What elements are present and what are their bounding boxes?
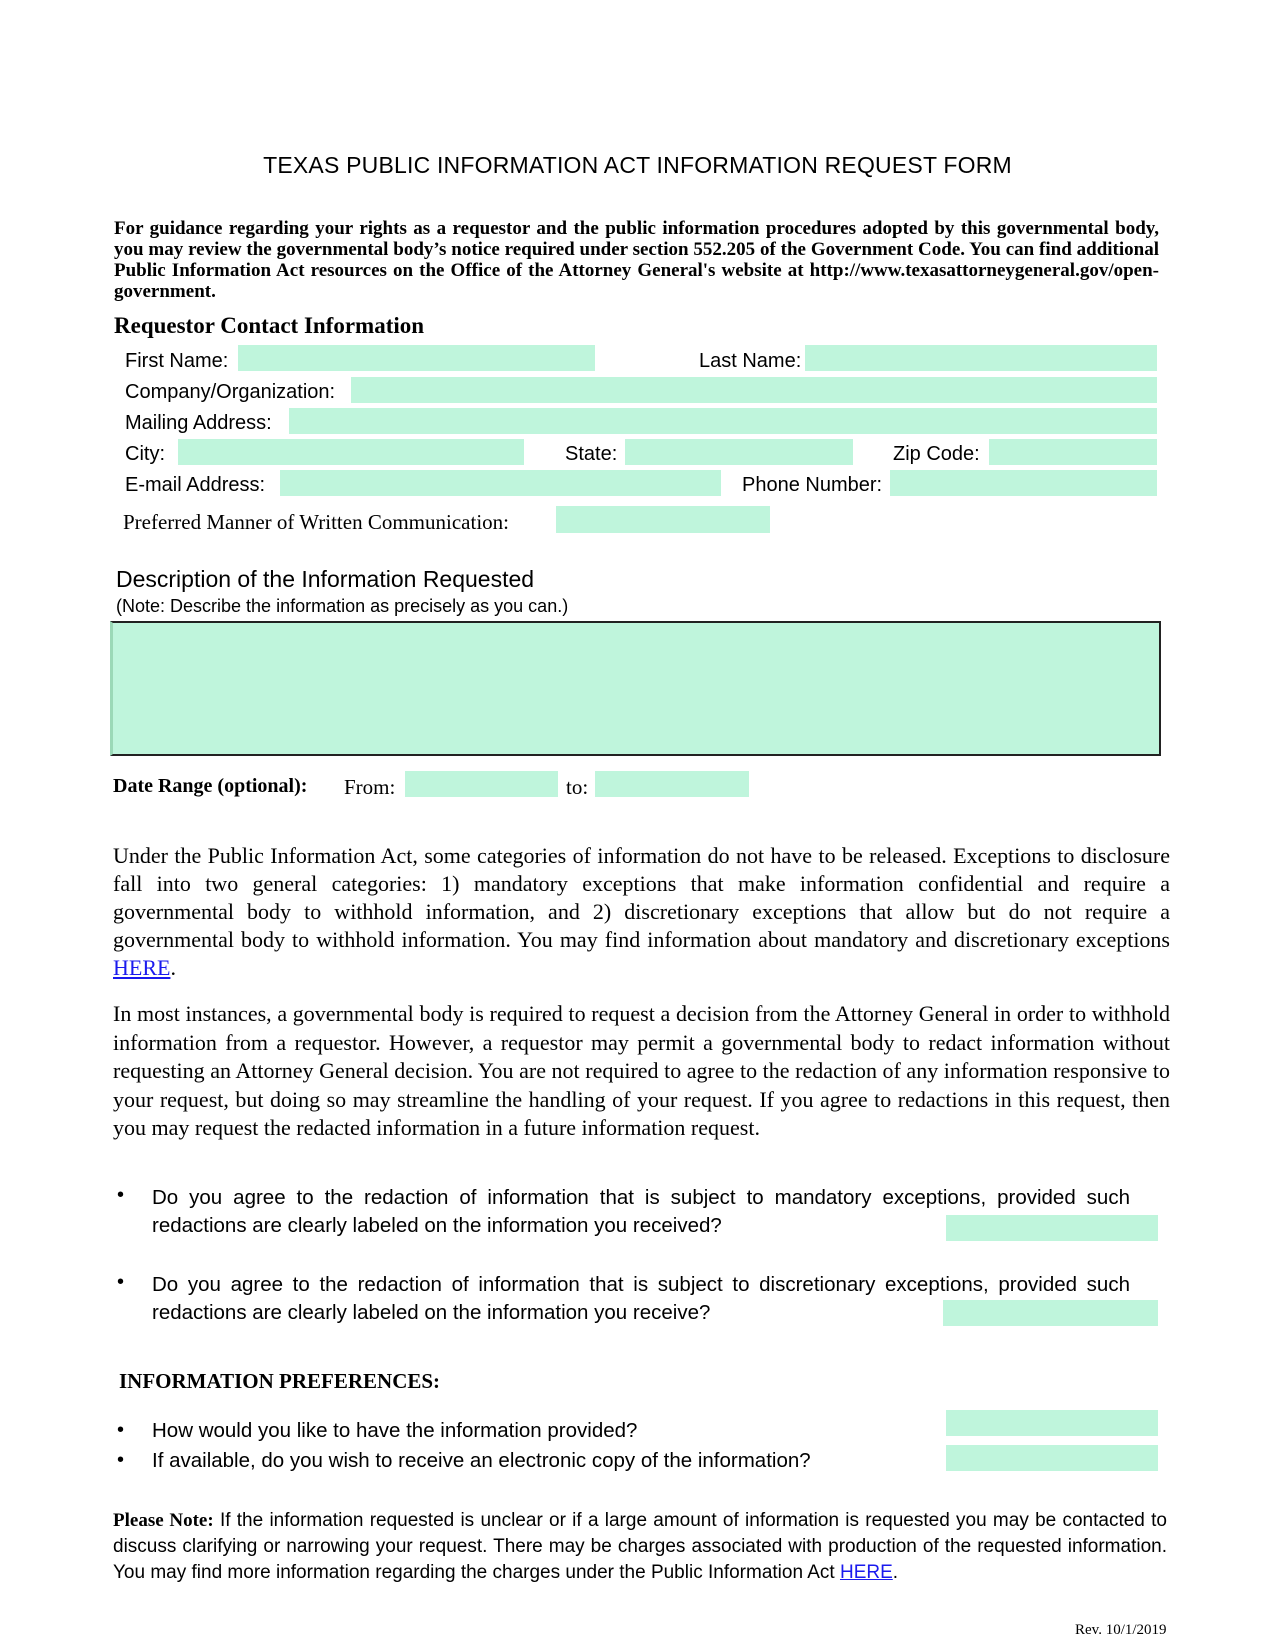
bullet-mandatory: • xyxy=(117,1184,125,1206)
description-heading: Description of the Information Requested xyxy=(116,566,535,592)
city-label: City: xyxy=(125,443,165,465)
please-note-paragraph: Please Note: If the information requested is unclear or if a large amount of information is requested you may be contacted to discuss clarifying or narrowing your request. There may be charges associated with production of the requested information. You may find more information regarding the charges under the Public Information Act HERE. xyxy=(113,1510,1167,1583)
zip-code-label: Zip Code: xyxy=(893,443,980,465)
guidance-text: For guidance regarding your rights as a requestor and the public information procedures adopted by this governmental body, you may review the governmental body’s notice required under section 552.205 of the Government Code. You can find additional Public Information Act resources on the Office of the Attorney General's website at http://www.texasattorneygeneral.gov/open-government. xyxy=(114,218,1159,302)
mailing-address-field[interactable] xyxy=(289,408,1157,434)
email-field[interactable] xyxy=(280,470,721,496)
mandatory-question: Do you agree to the redaction of information that is subject to mandatory exceptions, provided such redactions are clearly labeled on the information you received? xyxy=(152,1186,1130,1237)
provided-answer-field[interactable] xyxy=(946,1410,1158,1436)
description-textarea[interactable] xyxy=(110,621,1161,756)
zip-code-field[interactable] xyxy=(989,439,1157,465)
guidance-paragraph xyxy=(114,218,1159,302)
exceptions-paragraph: Under the Public Information Act, some categories of information do not have to be released. Exceptions to disclosure fall into two general categories: 1) mandatory exceptions that make information confidential and require a governmental body to withhold information, and 2) discretionary exceptions that allow but do not require a governmental body to withhold information. You may find information about mandatory and discretionary exceptions HERE. xyxy=(113,843,1170,980)
phone-field[interactable] xyxy=(890,470,1157,496)
bullet-electronic: • xyxy=(117,1449,125,1471)
state-label: State: xyxy=(565,443,618,465)
description-note: (Note: Describe the information as precisely as you can.) xyxy=(116,596,569,616)
company-label: Company/Organization: xyxy=(125,381,336,403)
last-name-label: Last Name: xyxy=(699,350,802,372)
revision-date: Rev. 10/1/2019 xyxy=(1075,1622,1167,1638)
electronic-answer-field[interactable] xyxy=(946,1445,1158,1471)
preferred-communication-field[interactable] xyxy=(556,506,770,533)
date-from-field[interactable] xyxy=(405,771,558,797)
redaction-paragraph: In most instances, a governmental body is required to request a decision from the Attorney General in order to withhold information from a requestor. However, a requestor may permit a governmental body to redact information without requesting an Attorney General decision. You are not required to agree to the redaction of any information responsive to your request, but doing so may streamline the handling of your request. If you agree to redactions in this request, then you may request the redacted information in a future information request. xyxy=(113,1001,1170,1140)
mailing-address-label: Mailing Address: xyxy=(125,412,272,434)
preferred-communication-label: Preferred Manner of Written Communication: xyxy=(123,510,509,534)
email-label: E-mail Address: xyxy=(125,474,266,496)
date-to-field[interactable] xyxy=(595,771,749,797)
charges-here-link[interactable]: HERE xyxy=(839,1562,893,1583)
electronic-question: If available, do you wish to receive an electronic copy of the information? xyxy=(152,1449,811,1472)
first-name-field[interactable] xyxy=(238,345,595,371)
state-field[interactable] xyxy=(625,439,853,465)
discretionary-answer-field[interactable] xyxy=(943,1300,1158,1326)
first-name-label: First Name: xyxy=(125,350,229,372)
city-field[interactable] xyxy=(178,439,524,465)
please-note-text: If the information requested is unclear or if a large amount of information is requested you may be contacted to discuss clarifying or narrowing your request. There may be charges associated with production of the requested information. You may find more information regarding the charges under the Public Information Act xyxy=(113,1510,1167,1583)
page-title: TEXAS PUBLIC INFORMATION ACT INFORMATION REQUEST FORM xyxy=(263,152,1012,178)
please-note-label: Please Note: xyxy=(113,1510,214,1531)
bullet-provided: • xyxy=(117,1419,125,1441)
last-name-field[interactable] xyxy=(805,345,1157,371)
provided-question: How would you like to have the information provided? xyxy=(152,1419,638,1442)
phone-label: Phone Number: xyxy=(742,474,883,496)
discretionary-question: Do you agree to the redaction of information that is subject to discretionary exceptions, provided such redactions are clearly labeled on the information you receive? xyxy=(152,1273,1130,1324)
mandatory-answer-field[interactable] xyxy=(946,1215,1158,1241)
date-from-label: From: xyxy=(344,775,396,799)
exceptions-text: Under the Public Information Act, some categories of information do not have to be released. Exceptions to disclosure fall into two general categories: 1) mandatory exceptions that make information confidential and require a governmental body to withhold information, and 2) discretionary exceptions that allow but do not require a governmental body to withhold information. You may find information about mandatory and discretionary exceptions xyxy=(113,843,1170,952)
preferences-heading: INFORMATION PREFERENCES: xyxy=(119,1369,441,1393)
contact-heading: Requestor Contact Information xyxy=(114,313,425,338)
date-to-label: to: xyxy=(566,775,589,799)
exceptions-here-link[interactable]: HERE xyxy=(113,955,171,980)
date-range-label: Date Range (optional): xyxy=(113,775,308,797)
company-field[interactable] xyxy=(351,377,1157,403)
bullet-discretionary: • xyxy=(117,1271,125,1293)
